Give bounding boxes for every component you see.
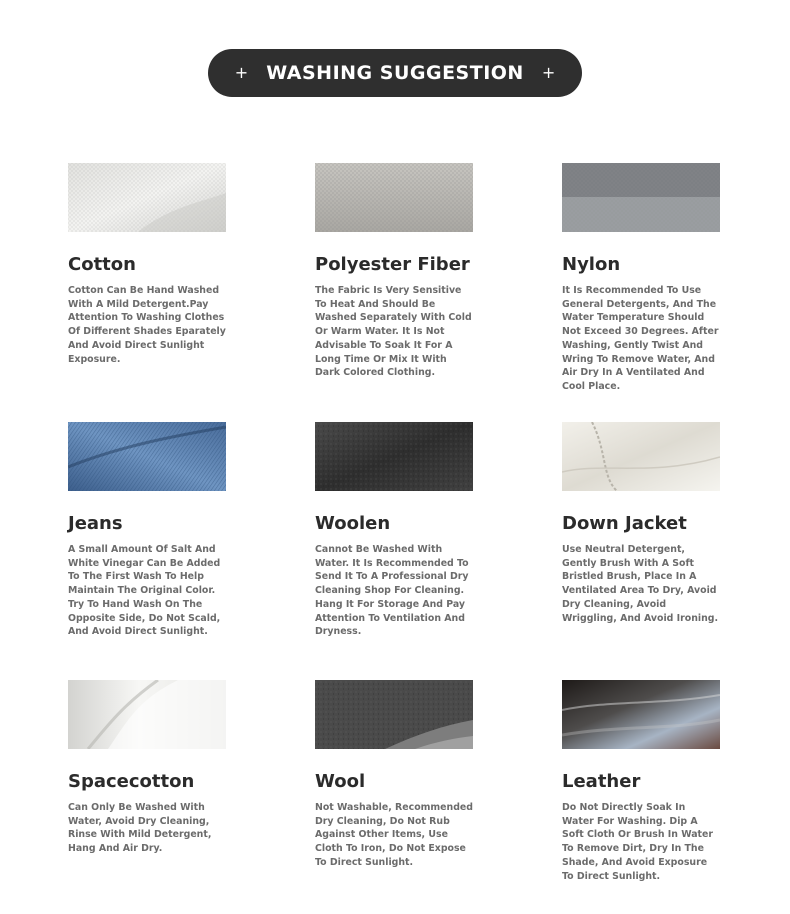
spacecotton-swatch <box>68 680 226 749</box>
banner-title: WASHING SUGGESTION <box>266 62 524 84</box>
plus-icon: + <box>541 63 556 82</box>
fabric-card-polyester <box>315 163 480 380</box>
woolen-swatch <box>315 422 473 491</box>
fabric-name: Spacecotton <box>68 771 195 792</box>
fabric-card-wool <box>315 680 480 870</box>
fabric-name: Wool <box>315 771 366 792</box>
down-jacket-swatch <box>562 422 720 491</box>
fabric-description: Can Only Be Washed With Water, Avoid Dry Cleaning, Rinse With Mild Detergent, Hang And Air Dry. <box>68 802 212 855</box>
fabric-name: Woolen <box>315 513 391 534</box>
leather-swatch <box>562 680 720 749</box>
washing-suggestion-banner <box>208 49 582 97</box>
fabric-card-down-jacket <box>562 422 727 625</box>
fabric-name: Cotton <box>68 254 136 275</box>
fabric-description: Use Neutral Detergent, Gently Brush With A Soft Bristled Brush, Place In A Ventilated Area To Dry, Avoid Dry Cleaning, Avoid Wriggling, And Avoid Ironing. <box>562 544 719 624</box>
polyester-swatch <box>315 163 473 232</box>
wool-swatch <box>315 680 473 749</box>
nylon-swatch <box>562 163 720 232</box>
fabric-name: Nylon <box>562 254 621 275</box>
fabric-description: Do Not Directly Soak In Water For Washing. Dip A Soft Cloth Or Brush In Water To Remove Dirt, Dry In The Shade, And Avoid Exposure To Direct Sunlight. <box>562 802 714 882</box>
fabric-name: Down Jacket <box>562 513 687 534</box>
fabric-card-spacecotton <box>68 680 233 856</box>
fabric-card-woolen <box>315 422 480 639</box>
fabric-description: Not Washable, Recommended Dry Cleaning, Do Not Rub Against Other Items, Use Cloth To Iron, Do Not Expose To Direct Sunlight. <box>315 802 473 868</box>
fabric-description: A Small Amount Of Salt And White Vinegar Can Be Added To The First Wash To Help Maintain The Original Color. Try To Hand Wash On The Opposite Side, Do Not Scald, And Avoid Direct Sunlight. <box>68 544 221 638</box>
fabric-card-nylon <box>562 163 727 394</box>
jeans-swatch <box>68 422 226 491</box>
fabric-card-jeans <box>68 422 233 639</box>
fabric-description: Cotton Can Be Hand Washed With A Mild Detergent.Pay Attention To Washing Clothes Of Different Shades Eparately And Avoid Direct Sunlight Exposure. <box>68 285 226 365</box>
fabric-card-leather <box>562 680 727 883</box>
fabric-description: It Is Recommended To Use General Detergents, And The Water Temperature Should Not Exceed 30 Degrees. After Washing, Gently Twist And Wring To Remove Water, And Air Dry In A Ventilated And Cool Place. <box>562 285 719 392</box>
plus-icon: + <box>234 63 249 82</box>
fabric-name: Leather <box>562 771 641 792</box>
fabric-description: The Fabric Is Very Sensitive To Heat And Should Be Washed Separately With Cold Or Warm Water. It Is Not Advisable To Soak It For A Long Time Or Mix It With Dark Colored Clothing. <box>315 285 472 379</box>
fabric-name: Jeans <box>68 513 123 534</box>
fabric-name: Polyester Fiber <box>315 254 470 275</box>
fabric-card-cotton <box>68 163 233 366</box>
cotton-swatch <box>68 163 226 232</box>
fabric-description: Cannot Be Washed With Water. It Is Recommended To Send It To A Professional Dry Cleaning Shop For Cleaning. Hang It For Storage And Pay Attention To Ventilation And Dryness. <box>315 544 469 638</box>
